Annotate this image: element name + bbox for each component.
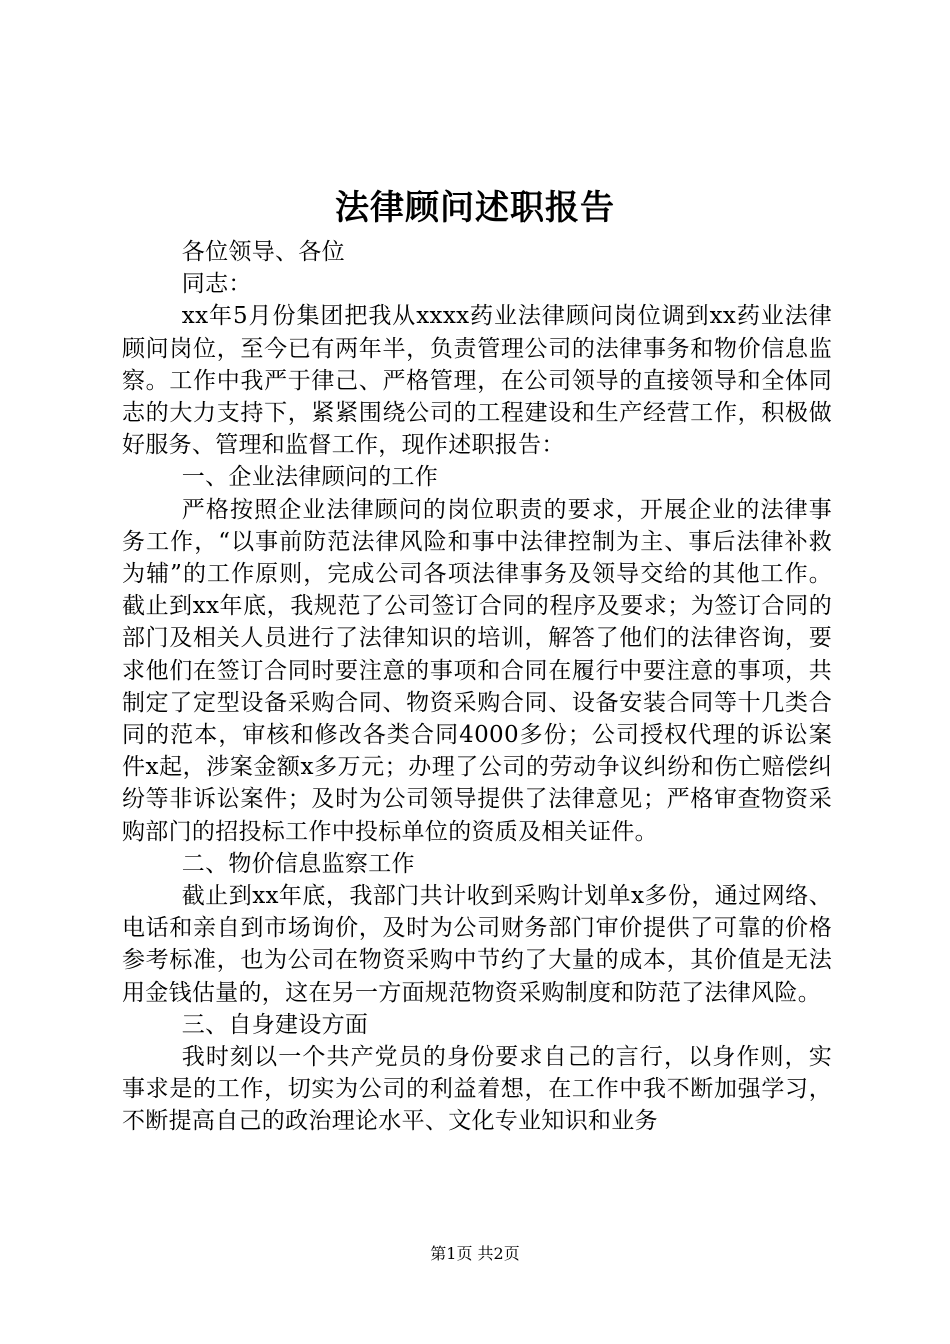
section-heading-1: 一、企业法律顾问的工作 — [181, 464, 439, 491]
salutation-line-2: 同志： — [181, 271, 252, 298]
section-3-paragraph: 我时刻以一个共产党员的身份要求自己的言行，以身作则，实事求是的工作，切实为公司的利益着想，在工作中我不断加强学习，不断提高自己的政治理论水平、文化专业知识和业务 — [122, 1044, 832, 1135]
section-1-paragraph: 严格按照企业法律顾问的岗位职责的要求，开展企业的法律事务工作，“以事前防范法律风险和事中法律控制为主、事后法律补救为辅”的工作原则，完成公司各项法律事务及领导交给的其他工作。截止到xx年底，我规范了公司签订合同的程序及要求；为签订合同的部门及相关人员进行了法律知识的培训，解答了他们的法律咨询，要求他们在签订合同时要注意的事项和合同在履行中要注意的事项，共制定了定型设备采购合同、物资采购合同、设备安装合同等十几类合同的范本，审核和修改各类合同4000多份；公司授权代理的诉讼案件x起，涉案金额x多万元；办理了公司的劳动争议纠纷和伤亡赔偿纠纷等非诉讼案件；及时为公司领导提供了法律意见；严格审查物资采购部门的招投标工作中投标单位的资质及相关证件。 — [122, 496, 832, 845]
salutation-line-1: 各位领导、各位 — [181, 239, 345, 265]
page-number-footer: 第1页 共2页 — [430, 1244, 520, 1263]
section-heading-2: 二、物价信息监察工作 — [181, 850, 415, 877]
document-body — [122, 236, 832, 1138]
page-title: 法律顾问述职报告 — [335, 188, 615, 228]
section-heading-3: 三、自身建设方面 — [181, 1011, 369, 1038]
intro-paragraph: xx年5月份集团把我从xxxx药业法律顾问岗位调到xx药业法律顾问岗位，至今已有两年半，负责管理公司的法律事务和物价信息监察。工作中我严于律己、严格管理，在公司领导的直接领导和全体同志的大力支持下，紧紧围绕公司的工程建设和生产经营工作，积极做好服务、管理和监督工作，现作述职报告： — [122, 303, 832, 459]
section-2-paragraph: 截止到xx年底，我部门共计收到采购计划单x多份，通过网络、电话和亲自到市场询价，及时为公司财务部门审价提供了可靠的价格参考标准，也为公司在物资采购中节约了大量的成本，其价值是无法用金钱估量的，这在另一方面规范物资采购制度和防范了法律风险。 — [122, 883, 832, 1006]
